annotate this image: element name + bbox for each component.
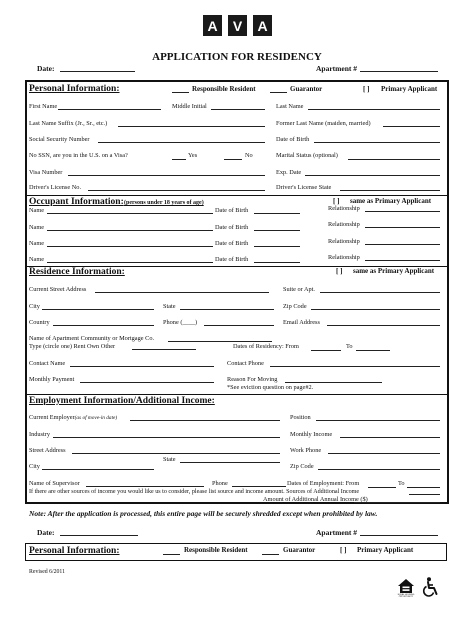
guarantor-label: Guarantor — [290, 85, 323, 93]
emp-city-field[interactable] — [42, 469, 154, 470]
email-label: Email Address — [283, 319, 320, 326]
occupant-2-dob-label: Date of Birth — [215, 224, 249, 231]
logo-letter-v: V — [228, 15, 247, 36]
shred-note: Note: After the application is processed, this entire page will be securely shredded except when prohibited by law. — [29, 509, 378, 518]
suite-field[interactable] — [320, 292, 440, 293]
work-phone-field[interactable] — [328, 453, 440, 454]
supervisor-label: Name of Supervisor — [29, 480, 80, 487]
bottom-apartment-label: Apartment # — [316, 528, 358, 537]
yes-label: Yes — [188, 152, 198, 159]
visa-no-checkbox[interactable] — [224, 159, 242, 160]
occupant-subheading: (persons under 18 years of age) — [124, 200, 204, 206]
date-label: Date: — [37, 64, 55, 73]
marital-field[interactable] — [348, 159, 440, 160]
equal-housing-caption: EQUAL HOUSING OPPORTUNITY — [397, 594, 415, 598]
occupant-4-rel-label: Relationship — [328, 254, 360, 261]
contact-name-label: Contact Name — [29, 360, 66, 367]
suffix-label: Last Name Suffix (Jr., Sr., etc.) — [29, 120, 108, 127]
occupant-2-dob-field[interactable] — [254, 230, 300, 231]
exp-date-field[interactable] — [305, 175, 440, 176]
bottom-guarantor-label: Guarantor — [283, 546, 316, 554]
country-field[interactable] — [53, 325, 154, 326]
monthly-income-field[interactable] — [340, 437, 440, 438]
reason-moving-label: Reason For Moving — [227, 376, 278, 383]
visa-number-field[interactable] — [68, 175, 265, 176]
residency-to-label: To — [346, 343, 353, 350]
emp-zip-field[interactable] — [318, 469, 440, 470]
bottom-responsible-checkbox[interactable] — [163, 554, 180, 555]
zip-field[interactable] — [311, 309, 440, 310]
responsible-label: Responsible Resident — [192, 85, 256, 93]
section-divider-1 — [25, 195, 449, 196]
occupant-same-label: same as Primary Applicant — [350, 197, 432, 205]
primary-label: Primary Applicant — [381, 85, 438, 93]
occupant-4-dob-label: Date of Birth — [215, 256, 249, 263]
former-last-field[interactable] — [383, 126, 440, 127]
first-name-field[interactable] — [58, 109, 161, 110]
occupant-3-name-field[interactable] — [47, 246, 213, 247]
equal-housing-icon — [398, 579, 414, 599]
country-label: Country — [29, 319, 50, 326]
occupant-2-rel-label: Relationship — [328, 221, 360, 228]
occupant-2-rel-field[interactable] — [365, 227, 440, 228]
no-ssn-label: No SSN, are you in the U.S. on a Visa? — [29, 152, 128, 159]
other-sources-field[interactable] — [409, 494, 440, 495]
occupant-heading: Occupant Information: — [29, 197, 124, 207]
supervisor-field[interactable] — [86, 486, 204, 487]
eviction-note: *See eviction question on page#2. — [227, 384, 314, 391]
occupant-1-dob-field[interactable] — [254, 213, 300, 214]
apt-community-field[interactable] — [168, 341, 272, 342]
former-last-label: Former Last Name (maiden, married) — [276, 120, 371, 127]
occupant-2-name-field[interactable] — [47, 230, 213, 231]
occupant-1-name-label: Name — [29, 207, 45, 214]
residence-heading: Residence Information: — [29, 267, 125, 277]
monthly-payment-field[interactable] — [80, 382, 214, 383]
primary-checkbox[interactable]: [ ] — [363, 85, 370, 93]
additional-income-label: Amount of Additional Annual Income ($) — [263, 496, 368, 503]
state-label: State — [163, 303, 176, 310]
dl-state-label: Driver's License State — [276, 184, 332, 191]
exp-date-label: Exp. Date — [276, 169, 302, 176]
bottom-personal-heading: Personal Information: — [29, 546, 120, 556]
emp-state-label: State — [163, 456, 176, 463]
dob-field[interactable] — [314, 142, 440, 143]
ssn-label: Social Security Number — [29, 136, 90, 143]
employment-to-label: To — [398, 480, 405, 487]
type-other-field[interactable] — [132, 349, 196, 350]
occupant-same-checkbox[interactable]: [ ] — [333, 197, 340, 205]
middle-initial-label: Middle Initial — [172, 103, 207, 110]
current-employer-label: Current Employer(as of move-in date) — [29, 414, 118, 421]
occupant-1-rel-label: Relationship — [328, 205, 360, 212]
marital-label: Marital Status (optional) — [276, 152, 338, 159]
emp-city-label: City — [29, 463, 40, 470]
logo-letter-a: A — [203, 15, 222, 36]
bottom-primary-label: Primary Applicant — [357, 546, 414, 554]
industry-field[interactable] — [53, 437, 280, 438]
residence-same-label: same as Primary Applicant — [353, 267, 435, 275]
current-employer-field[interactable] — [130, 420, 280, 421]
street-label: Current Street Address — [29, 286, 87, 293]
emp-state-field[interactable] — [180, 462, 280, 463]
emp-street-label: Street Address — [29, 447, 66, 454]
last-name-label: Last Name — [276, 103, 304, 110]
wheelchair-icon — [422, 577, 440, 597]
contact-phone-field[interactable] — [270, 366, 440, 367]
position-field[interactable] — [316, 420, 440, 421]
supervisor-phone-label: Phone — [212, 480, 228, 487]
bottom-responsible-label: Responsible Resident — [184, 546, 248, 554]
employment-heading: Employment Information/Additional Income: — [29, 396, 215, 406]
suite-label: Suite or Apt. — [283, 286, 316, 293]
date-field[interactable] — [60, 71, 135, 72]
occupant-1-rel-field[interactable] — [365, 211, 440, 212]
visa-yes-checkbox[interactable] — [172, 159, 186, 160]
occupant-1-name-field[interactable] — [47, 213, 213, 214]
city-field[interactable] — [42, 309, 154, 310]
suffix-field[interactable] — [118, 126, 265, 127]
zip-label: Zip Code — [283, 303, 307, 310]
employment-from-field[interactable] — [368, 487, 396, 488]
email-field[interactable] — [327, 325, 440, 326]
type-label[interactable]: Type (circle one) Rent Own Other — [29, 343, 116, 350]
dl-number-label: Driver's License No. — [29, 184, 82, 191]
bottom-date-label: Date: — [37, 528, 55, 537]
city-label: City — [29, 303, 40, 310]
occupant-4-dob-field[interactable] — [254, 262, 300, 263]
dob-label: Date of Birth — [276, 136, 310, 143]
emp-zip-label: Zip Code — [290, 463, 314, 470]
residency-to-field[interactable] — [356, 350, 390, 351]
phone-field[interactable] — [204, 325, 274, 326]
emp-street-field[interactable] — [72, 453, 280, 454]
section-divider-3 — [25, 394, 449, 395]
logo-letter-a2: A — [253, 15, 272, 36]
occupant-2-name-label: Name — [29, 224, 45, 231]
no-label: No — [245, 152, 253, 159]
supervisor-phone-field[interactable] — [232, 486, 286, 487]
monthly-payment-label: Monthly Payment — [29, 376, 75, 383]
state-field[interactable] — [180, 309, 274, 310]
residency-from-field[interactable] — [311, 350, 341, 351]
bottom-date-field[interactable] — [60, 535, 138, 536]
apartment-label: Apartment # — [316, 64, 358, 73]
occupant-4-rel-field[interactable] — [365, 260, 440, 261]
occupant-3-dob-label: Date of Birth — [215, 240, 249, 247]
occupant-3-rel-field[interactable] — [365, 244, 440, 245]
occupant-1-dob-label: Date of Birth — [215, 207, 249, 214]
last-name-field[interactable] — [308, 109, 440, 110]
revised-date: Revised 6/2011 — [29, 569, 66, 575]
dl-state-field[interactable] — [340, 190, 440, 191]
residence-same-checkbox[interactable]: [ ] — [336, 267, 343, 275]
additional-income-field[interactable] — [354, 502, 440, 503]
dates-residency-label: Dates of Residency: From — [233, 343, 299, 350]
other-sources-label: If there are other sources of income you would like us to consider, please list source and income amount. Sources of Additional Income — [29, 489, 360, 495]
monthly-income-label: Monthly Income — [290, 431, 333, 438]
bottom-primary-checkbox[interactable]: [ ] — [340, 546, 347, 554]
occupant-3-rel-label: Relationship — [328, 238, 360, 245]
dates-employment-label: Dates of Employment: From — [287, 480, 360, 487]
industry-label: Industry — [29, 431, 50, 438]
middle-initial-field[interactable] — [211, 109, 265, 110]
bottom-guarantor-checkbox[interactable] — [262, 554, 279, 555]
occupant-4-name-label: Name — [29, 256, 45, 263]
contact-phone-label: Contact Phone — [227, 360, 264, 367]
dl-number-field[interactable] — [88, 190, 265, 191]
occupant-3-name-label: Name — [29, 240, 45, 247]
ssn-field[interactable] — [98, 142, 265, 143]
street-field[interactable] — [95, 292, 269, 293]
phone-label: Phone (____) — [163, 319, 198, 326]
guarantor-checkbox[interactable] — [270, 92, 287, 93]
reason-moving-field[interactable] — [285, 382, 382, 383]
responsible-checkbox[interactable] — [172, 92, 189, 93]
occupant-4-name-field[interactable] — [47, 262, 213, 263]
occupant-3-dob-field[interactable] — [254, 246, 300, 247]
apartment-field[interactable] — [360, 71, 438, 72]
work-phone-label: Work Phone — [290, 447, 322, 454]
bottom-apartment-field[interactable] — [360, 535, 438, 536]
page-title: APPLICATION FOR RESIDENCY — [152, 51, 322, 63]
first-name-label: First Name — [29, 103, 58, 110]
personal-heading: Personal Information: — [29, 84, 120, 94]
apt-community-label: Name of Apartment Community or Mortgage Co. — [29, 335, 155, 342]
position-label: Position — [290, 414, 311, 421]
employment-to-field[interactable] — [407, 487, 440, 488]
contact-name-field[interactable] — [70, 366, 214, 367]
visa-number-label: Visa Number — [29, 169, 63, 176]
